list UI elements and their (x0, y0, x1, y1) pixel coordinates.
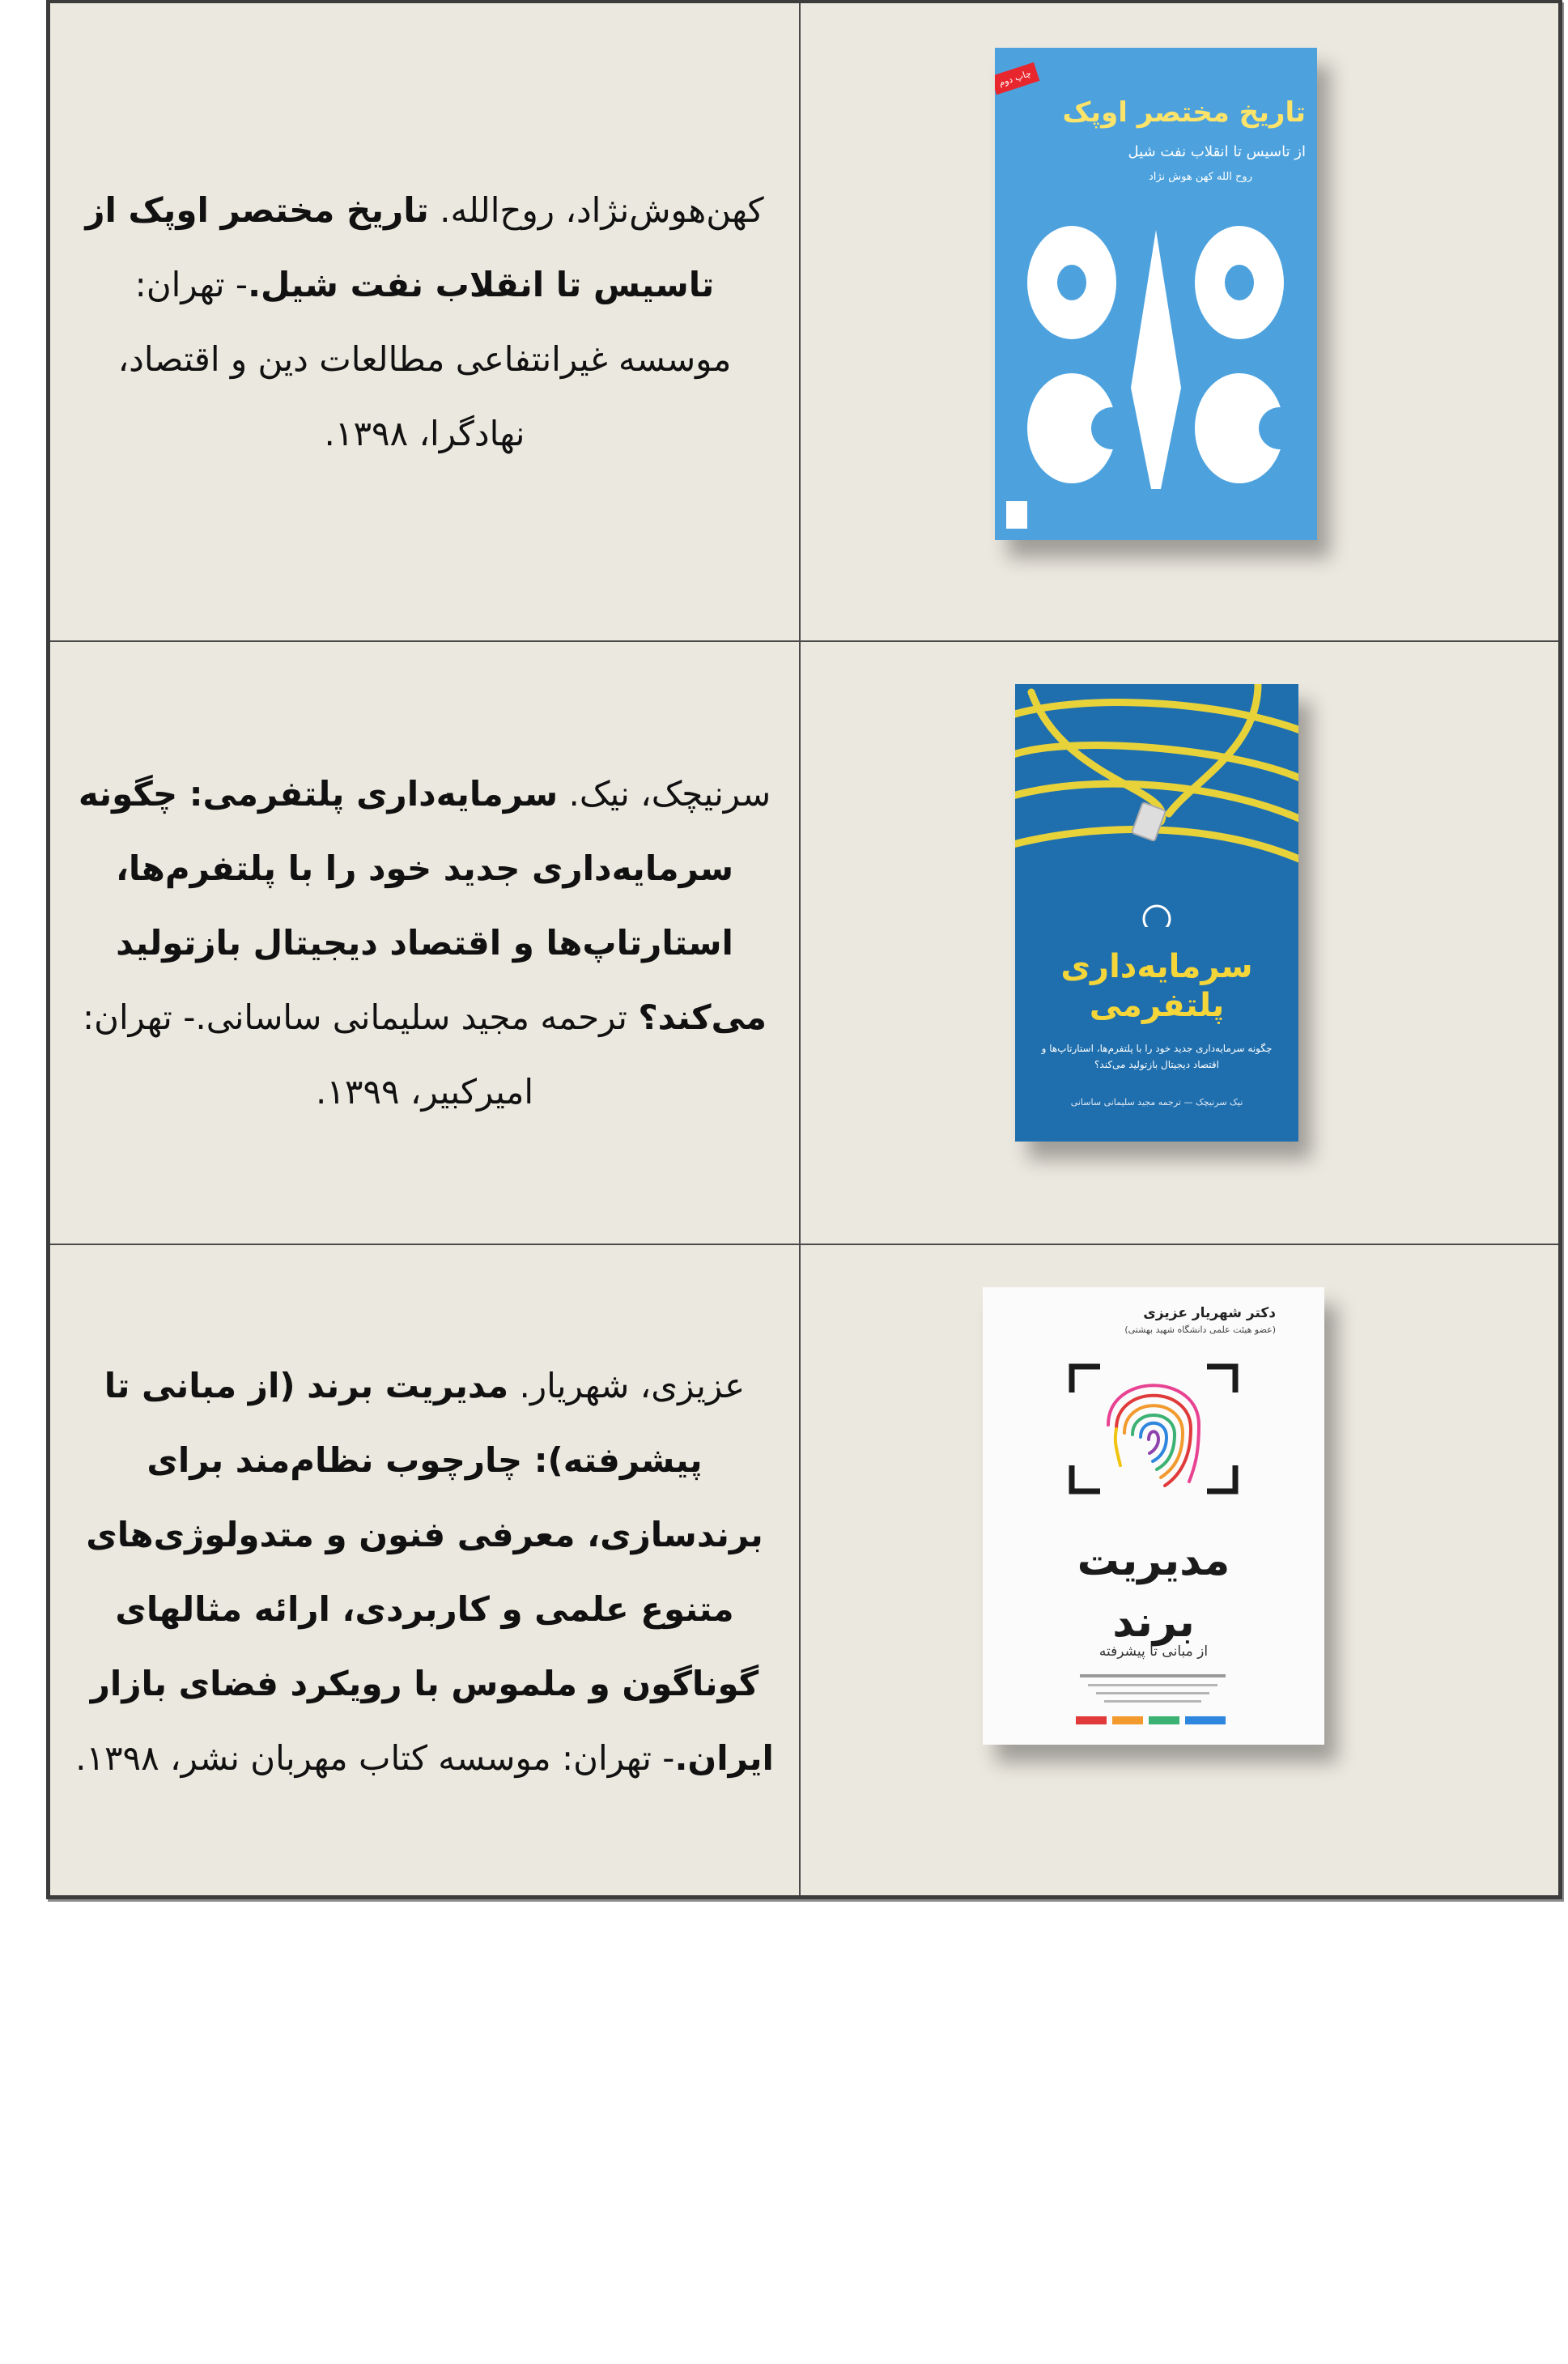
cover-badge: چاپ دوم (995, 62, 1039, 95)
citation-cell (50, 1245, 799, 1898)
cover-title-line1: مدیریت (1077, 1537, 1230, 1585)
cover-title-line2: پلتفرمی (1089, 987, 1225, 1024)
cover-title (1015, 947, 1298, 1025)
citation-title: تاریخ مختصر اوپک از تاسیس تا انقلاب نفت شیل. (85, 189, 715, 304)
cable-icon (1015, 684, 1298, 927)
citation-author: کهن‌هوش‌نژاد، روح‌الله. (440, 189, 764, 230)
citation (74, 757, 775, 1129)
citation-publication: ترحمه مجید سلیمانی ساسانی.- تهران: امیرکبیر، ۱۳۹۹. (82, 997, 627, 1112)
citation-author: سرنیچک، نیک. (568, 773, 771, 814)
cover-credits: نیک سرنیچک — ترجمه مجید سلیمانی ساسانی (1070, 1097, 1243, 1108)
opec-logo-icon (995, 48, 1317, 540)
book-cover-platform-capitalism (1015, 684, 1298, 1142)
book-cover-opec (995, 48, 1317, 540)
cover-affiliation: (عضو هیئت علمی دانشگاه شهید بهشتی) (1124, 1324, 1276, 1335)
cover-title: تاریخ مختصر اوپک (1062, 96, 1306, 129)
citation (74, 1349, 775, 1796)
cover-cell (801, 3, 1558, 640)
citation-author: عزیزی، شهریار. (519, 1365, 746, 1405)
cover-cell (801, 1245, 1558, 1898)
cover-author: دکتر شهریار عزیزی (1143, 1305, 1276, 1321)
citation-publication: - تهران: موسسه کتاب مهربان نشر، ۱۳۹۸. (75, 1737, 675, 1778)
cover-subtitle: از مبانی تا پیشرفته (1098, 1643, 1209, 1660)
book-table (46, 0, 1562, 1899)
cover-subtitle: از تاسیس تا انقلاب نفت شیل (1128, 143, 1306, 160)
citation-title: سرمایه‌داری پلتفرمی: چگونه سرمایه‌داری جدید خود را با پلتفرم‌ها، استارتاپ‌ها و اقتصاد دیجیتال بازتولید می‌کند؟ (78, 773, 767, 1037)
citation-title: مدیریت برند (از مبانی تا پیشرفته): چارچوب نظام‌مند برای برندسازی، معرفی فنون و متدولوژی‌های متنوع علمی و کاربردی، ارائه مثالهای گوناگون و ملموس با رویکرد فضای بازار ایران. (86, 1365, 774, 1778)
publisher-logos-icon (983, 1287, 1324, 1745)
cover-subtitle: چگونه سرمایه‌داری جدید خود را با پلتفرم‌ها، استارتاپ‌ها و اقتصاد دیجیتال بازتولید می‌کند؟ (1041, 1043, 1273, 1070)
publisher-logo-icon (1006, 501, 1027, 529)
citation-publication: - تهران: موسسه غیرانتفاعی مطالعات دین و اقتصاد، نهادگرا، ۱۳۹۸. (117, 264, 732, 453)
cover-author: روح الله کهن هوش نژاد (1148, 171, 1252, 183)
cover-title-line1: سرمایه‌داری (1060, 948, 1253, 985)
cover-cell (801, 642, 1558, 1244)
book-cover-brand-management (983, 1287, 1324, 1745)
citation-cell (50, 3, 799, 640)
cover-title-line2: برند (1112, 1598, 1195, 1647)
citation (74, 173, 775, 471)
citation-cell (50, 642, 799, 1244)
